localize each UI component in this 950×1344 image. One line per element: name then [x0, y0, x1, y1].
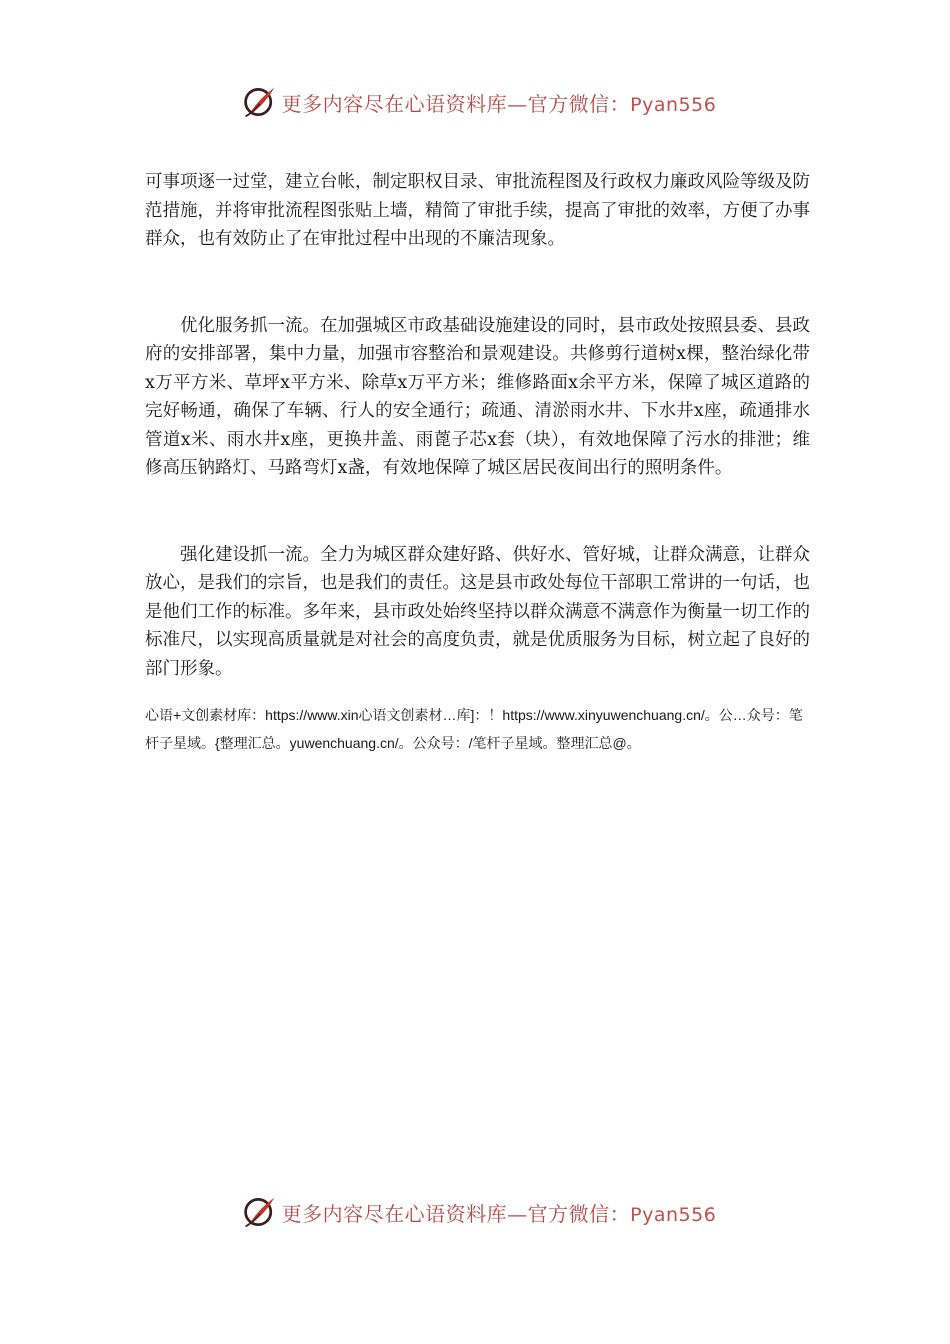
document-body: [145, 168, 810, 757]
quill-pen-logo-icon: [242, 84, 278, 120]
header-banner: [0, 82, 950, 122]
paragraph-spacer: [145, 483, 810, 541]
paragraph-2: 优化服务抓一流。在加强城区市政基础设施建设的同时，县市政处按照县委、县政府的安排部署，集中力量，加强市容整治和景观建设。共修剪行道树x棵，整治绿化带x万平方米、草坪x平方米、除草x万平方米；维修路面x余平方米，保障了城区道路的完好畅通，确保了车辆、行人的安全通行；疏通、清淤雨水井、下水井x座，疏通排水管道x米、雨水井x座，更换井盖、雨蓖子芯x套（块），有效地保障了污水的排泄；维修高压钠路灯、马路弯灯x盏，有效地保障了城区居民夜间出行的照明条件。: [145, 315, 810, 478]
header-banner-label: 更多内容尽在心语资料库—官方微信：: [281, 91, 631, 116]
footer-banner-text: [282, 1198, 717, 1227]
paragraph-1: 可事项逐一过堂，建立台帐，制定职权目录、审批流程图及行政权力廉政风险等级及防范措施，并将审批流程图张贴上墙，精简了审批手续，提高了审批的效率，方便了办事群众，也有效防止了在审批过程中出现的不廉洁现象。: [145, 172, 810, 249]
header-banner-inner: [242, 84, 717, 120]
paragraph-spacer: [145, 254, 810, 312]
footer-banner-handle: Pyan556: [630, 1203, 717, 1226]
footer-banner: [0, 1192, 950, 1232]
paragraph-3: 强化建设抓一流。全力为城区群众建好路、供好水、管好城，让群众满意，让群众放心，是我们的宗旨，也是我们的责任。这是县市政处每位干部职工常讲的一句话，也是他们工作的标准。多年来，县市政处始终坚持以群众满意不满意作为衡量一切工作的标准尺，以实现高质量就是对社会的高度负责，就是优质服务为目标，树立起了良好的部门形象。: [145, 544, 810, 679]
footer-banner-label: 更多内容尽在心语资料库—官方微信：: [281, 1201, 631, 1226]
source-note: 心语+文创素材库：https://www.xin心语文创素材…库]：！https://www.xinyuwenchuang.cn/。公…众号：笔杆子星域。{整理汇总。yuwenchuang.cn/。公众号：/笔杆子星域。整理汇总@。: [145, 707, 803, 751]
quill-pen-logo-icon: [242, 1194, 278, 1230]
header-banner-handle: Pyan556: [630, 93, 717, 116]
header-banner-text: [282, 88, 717, 117]
footer-banner-inner: [242, 1194, 717, 1230]
